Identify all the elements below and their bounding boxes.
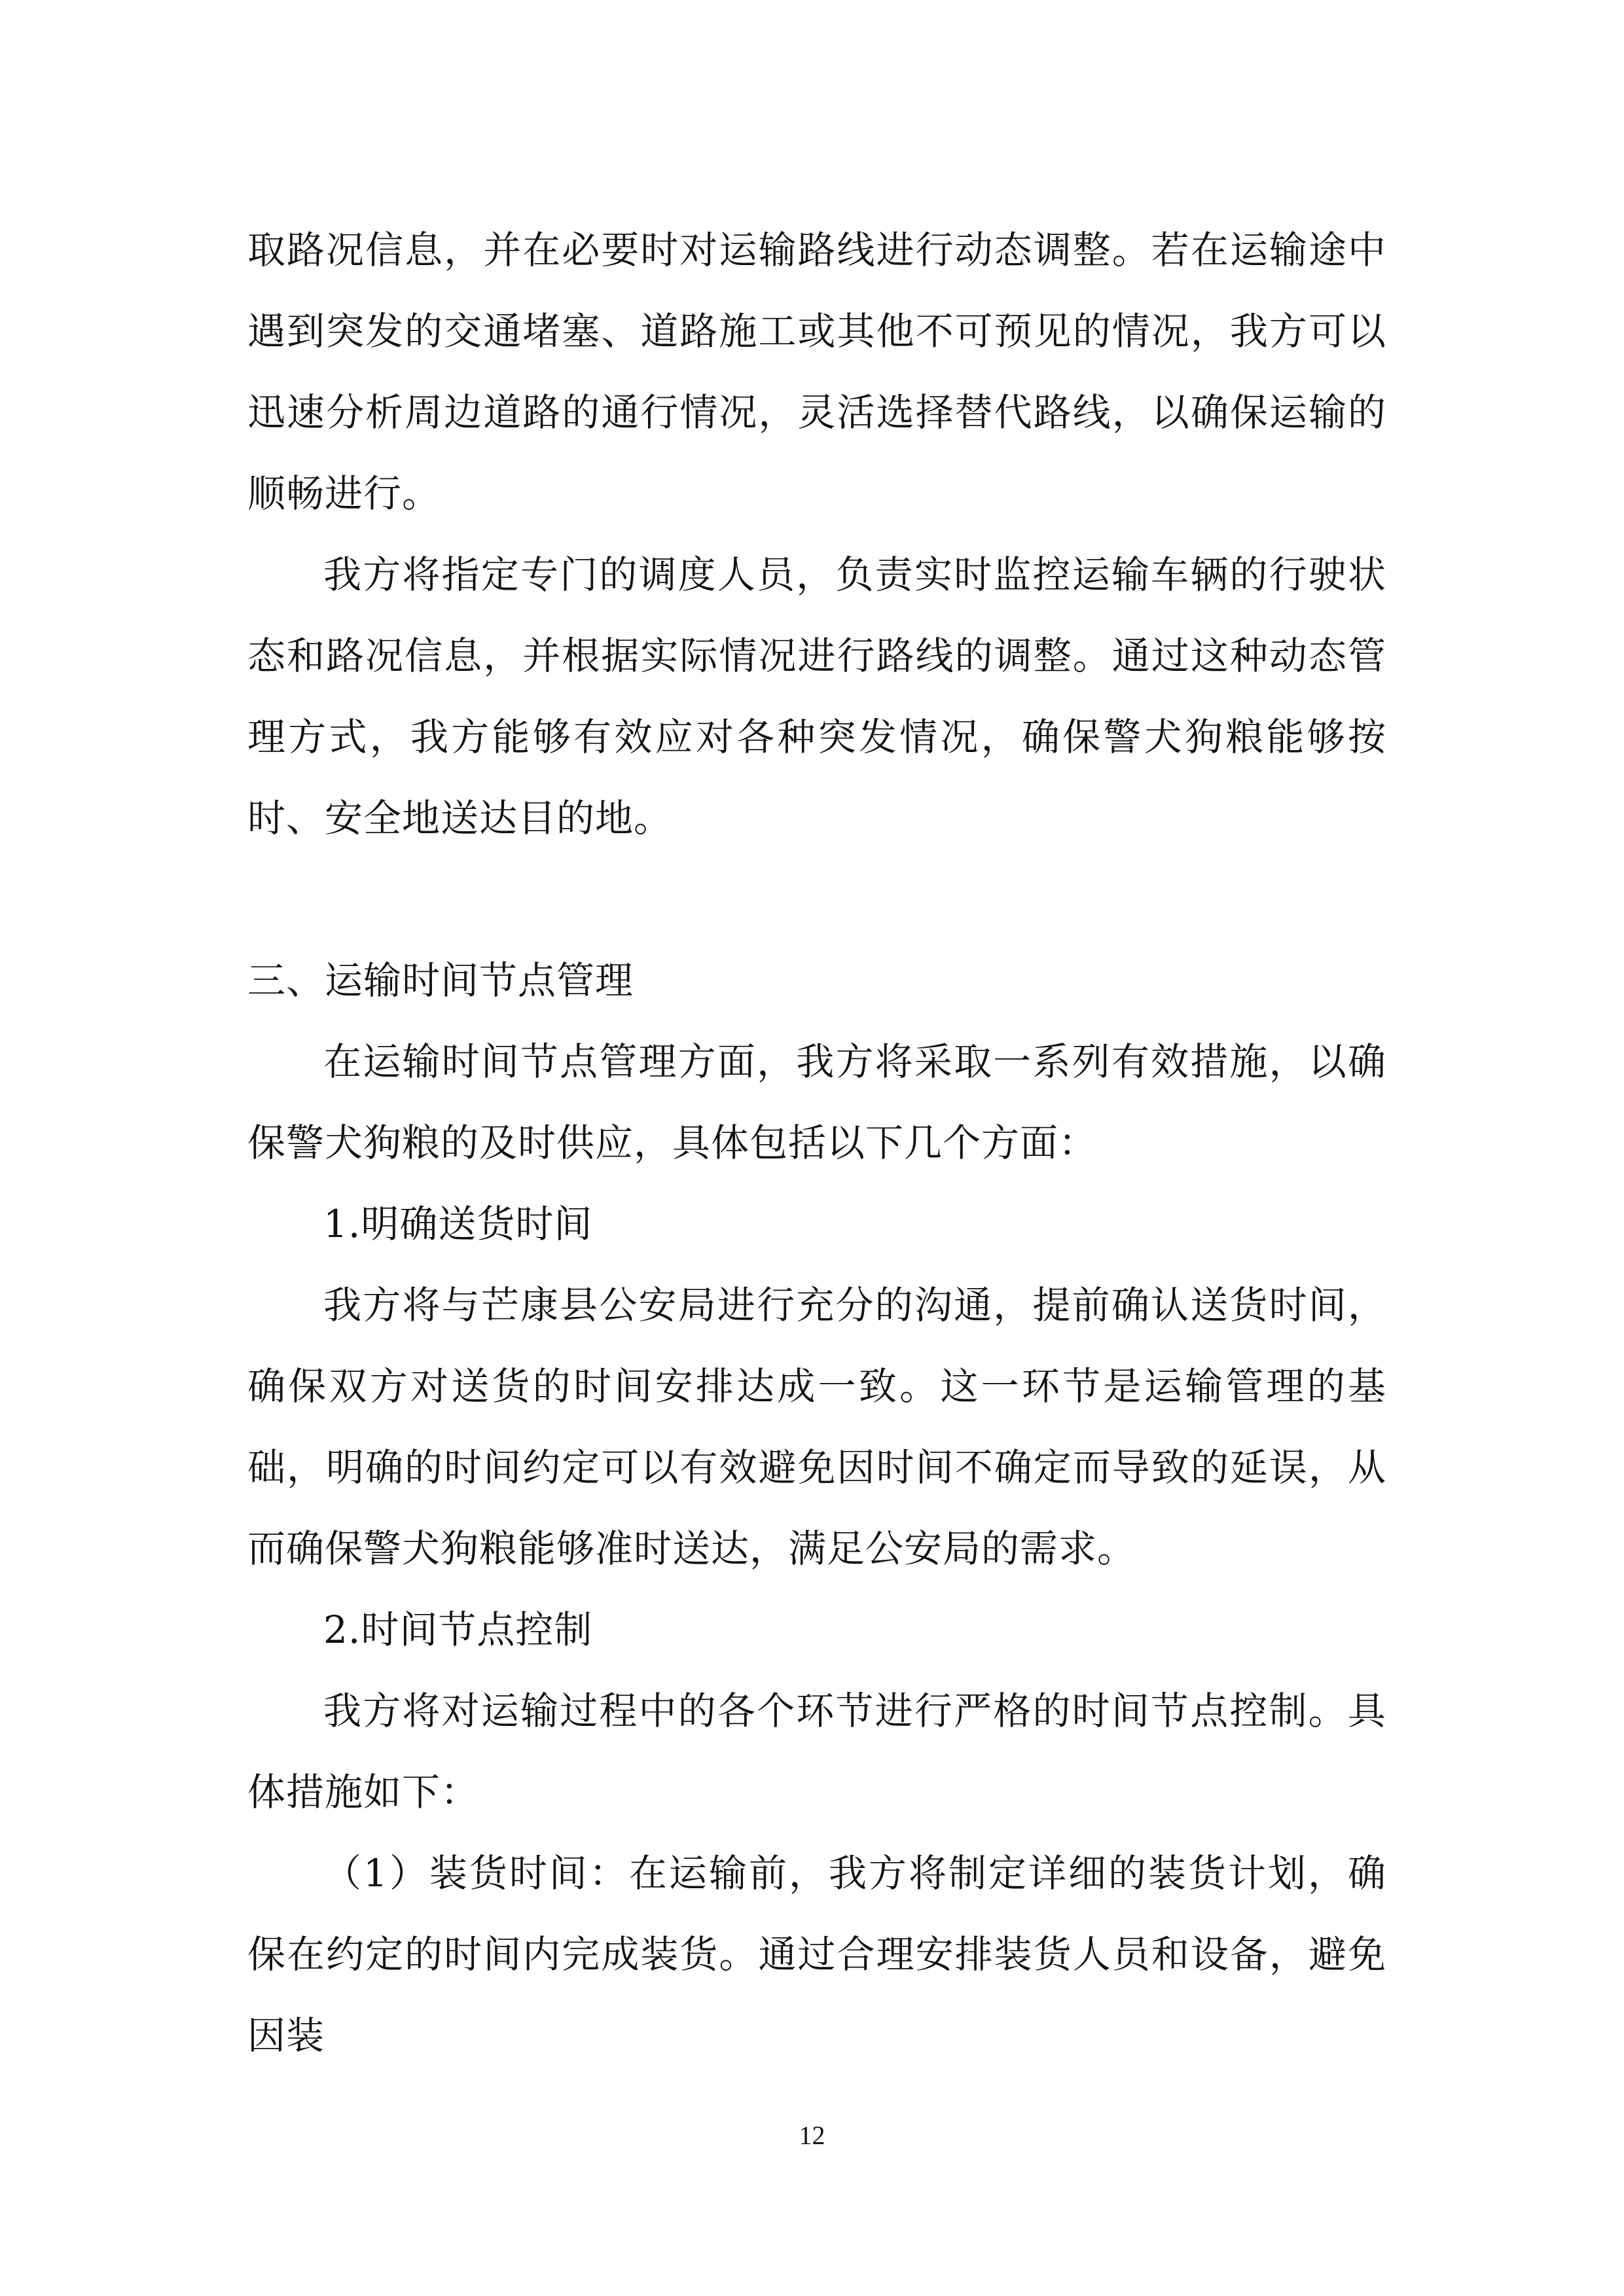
document-body bbox=[247, 209, 1386, 2076]
page-number: 12 bbox=[799, 2121, 825, 2150]
paragraph-delivery-time: 我方将与芒康县公安局进行充分的沟通，提前确认送货时间，确保双方对送货的时间安排达成一致。这一环节是运输管理的基础，明确的时间约定可以有效避免因时间不确定而导致的延误，从而确保警犬狗粮能够准时送达，满足公安局的需求。 bbox=[247, 1283, 1386, 1571]
subheading-time-node-control: 2.时间节点控制 bbox=[323, 1607, 593, 1652]
paragraph-loading-time: （1）装货时间：在运输前，我方将制定详细的装货计划，确保在约定的时间内完成装货。通过合理安排装货人员和设备，避免因装 bbox=[247, 1851, 1386, 2058]
section-spacer bbox=[247, 859, 1386, 940]
paragraph-route-adjustment: 取路况信息，并在必要时对运输路线进行动态调整。若在运输途中遇到突发的交通堵塞、道路施工或其他不可预见的情况，我方可以迅速分析周边道路的通行情况，灵活选择替代路线，以确保运输的顺畅进行。 bbox=[247, 228, 1386, 516]
paragraph-time-node-control: 我方将对运输过程中的各个环节进行严格的时间节点控制。具体措施如下： bbox=[247, 1689, 1386, 1814]
section-heading: 三、运输时间节点管理 bbox=[247, 958, 634, 1003]
paragraph-dispatcher: 我方将指定专门的调度人员，负责实时监控运输车辆的行驶状态和路况信息，并根据实际情况进行路线的调整。通过这种动态管理方式，我方能够有效应对各种突发情况，确保警犬狗粮能够按时、安全地送达目的地。 bbox=[247, 552, 1386, 840]
paragraph-time-management-intro: 在运输时间节点管理方面，我方将采取一系列有效措施，以确保警犬狗粮的及时供应，具体包括以下几个方面： bbox=[247, 1039, 1386, 1165]
subheading-delivery-time: 1.明确送货时间 bbox=[323, 1202, 593, 1246]
